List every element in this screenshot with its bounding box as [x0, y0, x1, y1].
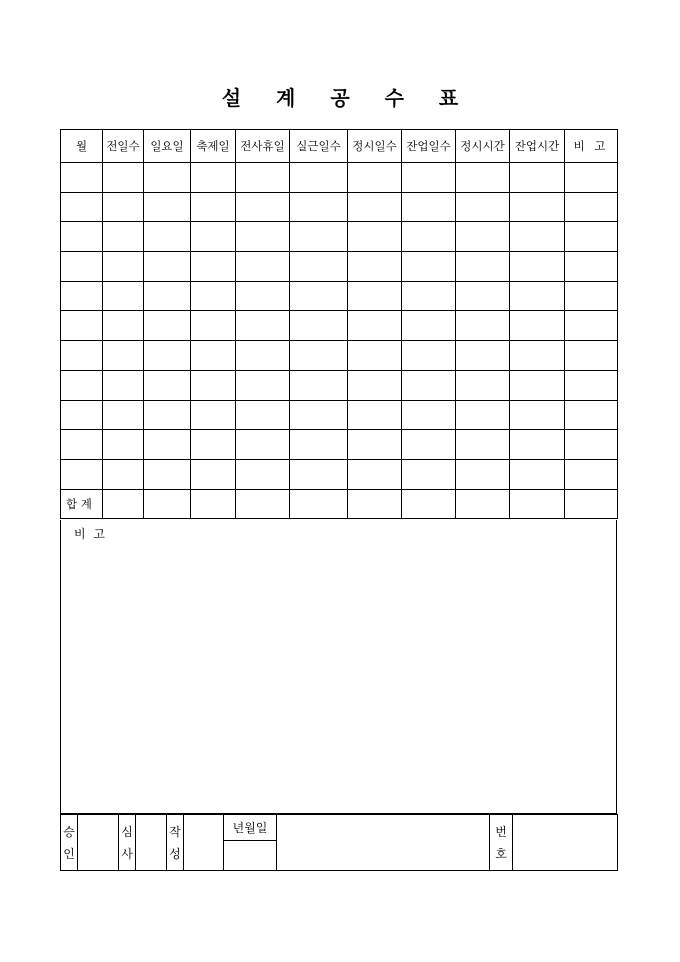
- table-cell[interactable]: [61, 370, 103, 400]
- remarks-label: 비 고: [74, 527, 107, 541]
- table-cell[interactable]: [191, 400, 236, 430]
- author-stamp[interactable]: [184, 815, 224, 871]
- table-cell[interactable]: [236, 311, 290, 341]
- remarks-box[interactable]: [60, 520, 617, 814]
- table-cell[interactable]: [402, 192, 456, 222]
- table-cell[interactable]: [565, 192, 618, 222]
- table-cell[interactable]: [510, 222, 565, 252]
- author-label: 작 성: [167, 815, 184, 871]
- total-cell[interactable]: [402, 489, 456, 519]
- table-cell[interactable]: [191, 192, 236, 222]
- table-cell[interactable]: [61, 341, 103, 371]
- table-cell[interactable]: [510, 370, 565, 400]
- table-cell[interactable]: [191, 311, 236, 341]
- table-cell[interactable]: [61, 400, 103, 430]
- table-cell[interactable]: [290, 192, 348, 222]
- table-cell[interactable]: [144, 370, 191, 400]
- approval-label: 승 인: [61, 815, 78, 871]
- total-cell[interactable]: [103, 489, 144, 519]
- table-row: [61, 192, 618, 222]
- table-cell[interactable]: [510, 400, 565, 430]
- table-cell[interactable]: [236, 430, 290, 460]
- table-cell[interactable]: [103, 252, 144, 282]
- table-cell[interactable]: [402, 222, 456, 252]
- table-cell[interactable]: [456, 252, 510, 282]
- table-row: [61, 400, 618, 430]
- table-body: [61, 163, 618, 490]
- table-cell[interactable]: [103, 400, 144, 430]
- table-cell[interactable]: [348, 222, 402, 252]
- table-cell[interactable]: [510, 163, 565, 193]
- table-cell[interactable]: [456, 163, 510, 193]
- table-cell[interactable]: [565, 252, 618, 282]
- table-row: [61, 459, 618, 489]
- table-cell[interactable]: [144, 400, 191, 430]
- table-cell[interactable]: [144, 430, 191, 460]
- total-cell[interactable]: [191, 489, 236, 519]
- table-cell[interactable]: [236, 192, 290, 222]
- table-cell[interactable]: [565, 281, 618, 311]
- table-cell[interactable]: [236, 341, 290, 371]
- table-cell[interactable]: [402, 400, 456, 430]
- date-label: 년월일: [224, 815, 277, 841]
- table-row: [61, 341, 618, 371]
- col-company-holidays: 전사휴일: [236, 130, 290, 163]
- table-cell[interactable]: [103, 222, 144, 252]
- number-label: 번 호: [490, 815, 513, 871]
- table-cell[interactable]: [61, 163, 103, 193]
- review-stamp[interactable]: [136, 815, 167, 871]
- table-cell[interactable]: [61, 311, 103, 341]
- table-cell[interactable]: [348, 400, 402, 430]
- table-cell[interactable]: [191, 252, 236, 282]
- table-cell[interactable]: [290, 281, 348, 311]
- table-cell[interactable]: [191, 341, 236, 371]
- table-cell[interactable]: [144, 192, 191, 222]
- table-cell[interactable]: [456, 370, 510, 400]
- table-cell[interactable]: [402, 370, 456, 400]
- total-cell[interactable]: [236, 489, 290, 519]
- approval-stamp[interactable]: [78, 815, 119, 871]
- table-cell[interactable]: [61, 222, 103, 252]
- table-cell[interactable]: [402, 341, 456, 371]
- table-cell[interactable]: [144, 311, 191, 341]
- table-cell[interactable]: [456, 192, 510, 222]
- table-cell[interactable]: [236, 252, 290, 282]
- table-cell[interactable]: [103, 370, 144, 400]
- table-cell[interactable]: [144, 252, 191, 282]
- table-cell[interactable]: [290, 430, 348, 460]
- table-cell[interactable]: [456, 400, 510, 430]
- table-cell[interactable]: [348, 311, 402, 341]
- page-title: 설 계 공 수 표: [221, 86, 473, 110]
- table-cell[interactable]: [348, 281, 402, 311]
- table-row: [61, 430, 618, 460]
- table-cell[interactable]: [565, 311, 618, 341]
- table-cell[interactable]: [290, 459, 348, 489]
- col-regular-days: 정시일수: [348, 130, 402, 163]
- table-cell[interactable]: [456, 341, 510, 371]
- table-cell[interactable]: [236, 400, 290, 430]
- table-cell[interactable]: [290, 163, 348, 193]
- table-cell[interactable]: [236, 163, 290, 193]
- table-cell[interactable]: [61, 281, 103, 311]
- total-label: 합 계: [61, 489, 103, 519]
- table-cell[interactable]: [565, 341, 618, 371]
- table-cell[interactable]: [236, 370, 290, 400]
- table-cell[interactable]: [290, 252, 348, 282]
- table-cell[interactable]: [456, 311, 510, 341]
- man-hour-table: [60, 129, 618, 519]
- table-cell[interactable]: [61, 459, 103, 489]
- date-field[interactable]: [224, 841, 277, 871]
- table-cell[interactable]: [456, 281, 510, 311]
- col-actual-workdays: 실근일수: [290, 130, 348, 163]
- col-holidays: 축제일: [191, 130, 236, 163]
- table-cell[interactable]: [144, 222, 191, 252]
- table-cell[interactable]: [402, 252, 456, 282]
- col-overtime-days: 잔업일수: [402, 130, 456, 163]
- table-cell[interactable]: [103, 192, 144, 222]
- table-cell[interactable]: [103, 311, 144, 341]
- table-cell[interactable]: [456, 222, 510, 252]
- table-cell[interactable]: [191, 281, 236, 311]
- table-cell[interactable]: [144, 163, 191, 193]
- date-value[interactable]: [277, 815, 490, 871]
- total-cell[interactable]: [456, 489, 510, 519]
- table-cell[interactable]: [510, 192, 565, 222]
- table-cell[interactable]: [510, 341, 565, 371]
- table-cell[interactable]: [565, 370, 618, 400]
- table-cell[interactable]: [103, 341, 144, 371]
- table-cell[interactable]: [191, 222, 236, 252]
- table-cell[interactable]: [348, 163, 402, 193]
- table-cell[interactable]: [191, 370, 236, 400]
- table-cell[interactable]: [565, 400, 618, 430]
- review-label: 심 사: [119, 815, 136, 871]
- table-row: [61, 311, 618, 341]
- table-cell[interactable]: [456, 430, 510, 460]
- total-cell[interactable]: [144, 489, 191, 519]
- table-cell[interactable]: [456, 459, 510, 489]
- total-row: [61, 489, 618, 519]
- number-value[interactable]: [513, 815, 618, 871]
- table-cell[interactable]: [348, 430, 402, 460]
- header-row: [61, 130, 618, 163]
- table-cell[interactable]: [402, 163, 456, 193]
- table-cell[interactable]: [510, 459, 565, 489]
- table-cell[interactable]: [348, 192, 402, 222]
- table-cell[interactable]: [61, 192, 103, 222]
- table-row: [61, 252, 618, 282]
- table-cell[interactable]: [191, 430, 236, 460]
- table-cell[interactable]: [103, 430, 144, 460]
- table-cell[interactable]: [61, 430, 103, 460]
- table-cell[interactable]: [144, 459, 191, 489]
- col-overtime-hours: 잔업시간: [510, 130, 565, 163]
- table-cell[interactable]: [103, 163, 144, 193]
- table-cell[interactable]: [236, 222, 290, 252]
- col-sundays: 일요일: [144, 130, 191, 163]
- table-cell[interactable]: [402, 430, 456, 460]
- table-cell[interactable]: [236, 281, 290, 311]
- table-cell[interactable]: [191, 163, 236, 193]
- table-cell[interactable]: [348, 459, 402, 489]
- table-cell[interactable]: [565, 459, 618, 489]
- col-month: 월: [61, 130, 103, 163]
- table-cell[interactable]: [348, 370, 402, 400]
- table-cell[interactable]: [348, 341, 402, 371]
- total-cell[interactable]: [290, 489, 348, 519]
- col-remarks: 비 고: [565, 130, 618, 163]
- table-cell[interactable]: [565, 430, 618, 460]
- table-row: [61, 370, 618, 400]
- table-cell[interactable]: [510, 430, 565, 460]
- table-cell[interactable]: [348, 252, 402, 282]
- table-cell[interactable]: [61, 252, 103, 282]
- table-cell[interactable]: [290, 311, 348, 341]
- table-cell[interactable]: [290, 370, 348, 400]
- total-cell[interactable]: [348, 489, 402, 519]
- table-cell[interactable]: [565, 222, 618, 252]
- table-cell[interactable]: [565, 163, 618, 193]
- signoff-table: [60, 814, 618, 871]
- table-cell[interactable]: [510, 252, 565, 282]
- table-cell[interactable]: [290, 400, 348, 430]
- table-cell[interactable]: [402, 281, 456, 311]
- table-cell[interactable]: [191, 459, 236, 489]
- table-cell[interactable]: [144, 341, 191, 371]
- total-cell[interactable]: [510, 489, 565, 519]
- table-cell[interactable]: [103, 281, 144, 311]
- table-cell[interactable]: [236, 459, 290, 489]
- table-cell[interactable]: [402, 311, 456, 341]
- table-cell[interactable]: [510, 281, 565, 311]
- total-cell[interactable]: [565, 489, 618, 519]
- table-cell[interactable]: [144, 281, 191, 311]
- col-total-days: 전일수: [103, 130, 144, 163]
- col-regular-hours: 정시시간: [456, 130, 510, 163]
- table-row: [61, 163, 618, 193]
- table-cell[interactable]: [290, 341, 348, 371]
- table-cell[interactable]: [402, 459, 456, 489]
- table-cell[interactable]: [290, 222, 348, 252]
- table-row: [61, 281, 618, 311]
- table-cell[interactable]: [103, 459, 144, 489]
- table-cell[interactable]: [510, 311, 565, 341]
- table-row: [61, 222, 618, 252]
